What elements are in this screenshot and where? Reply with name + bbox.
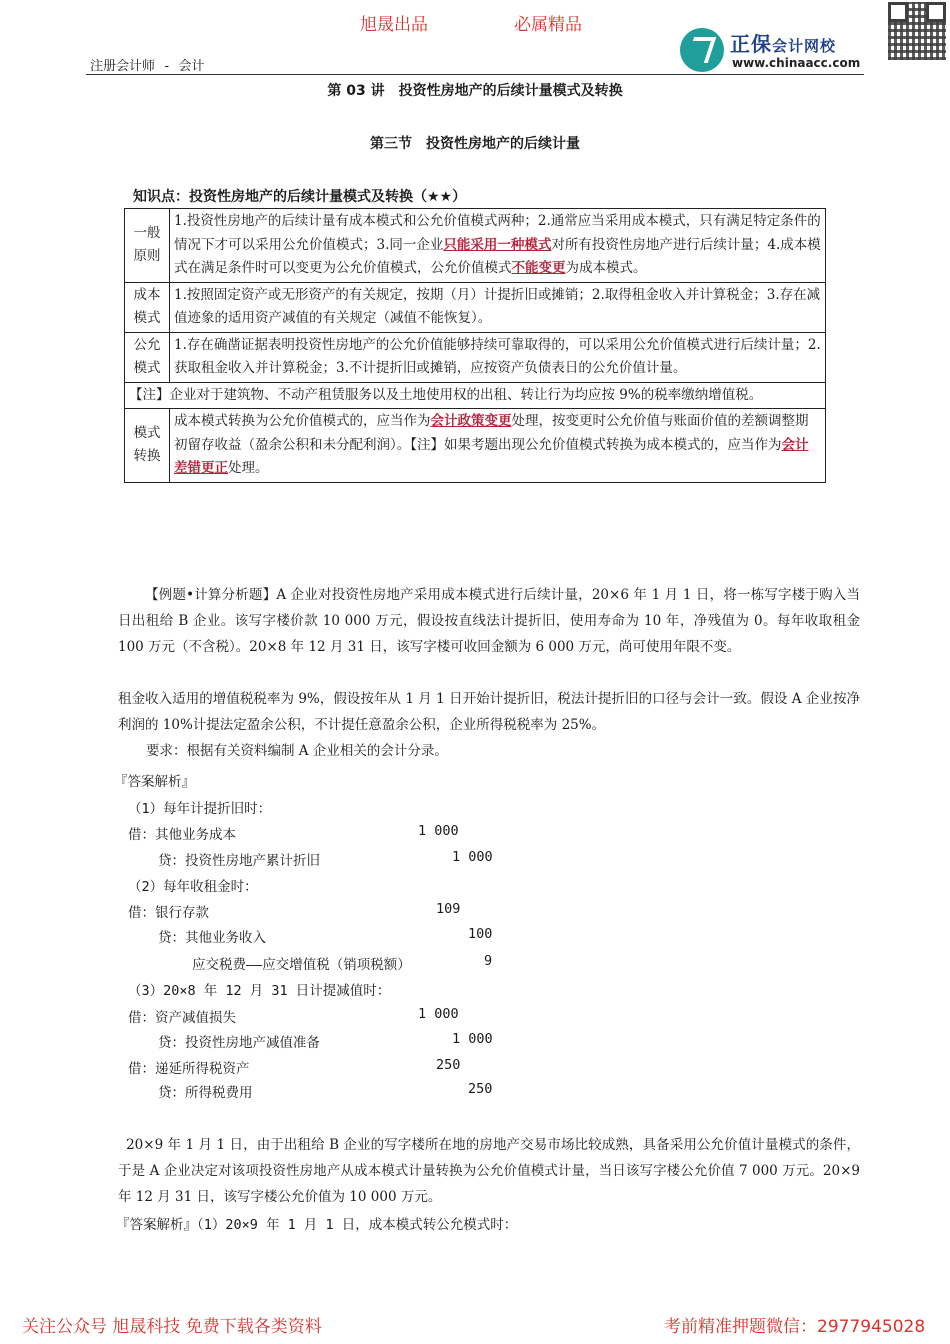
journal-amount: 250 bbox=[436, 1057, 461, 1073]
row-label: 模式转换 bbox=[125, 409, 170, 483]
section-title: 第三节 投资性房地产的后续计量 bbox=[370, 136, 580, 152]
journal-amount: 250 bbox=[468, 1081, 493, 1097]
text: 1.投资性房地产的后续计量有成本模式和公允价值模式两种；2.通常应当采用成本模式，只有满足特定条件的情况下才可以采用公允价值模式；3.同一企业 bbox=[174, 213, 821, 253]
step-title: （1）每年计提折旧时： bbox=[128, 801, 272, 817]
answer-label: 『答案解析』 bbox=[114, 774, 195, 790]
logo-icon bbox=[680, 28, 724, 72]
journal-credit: 贷：其他业务收入 bbox=[158, 930, 266, 946]
journal-amount: 100 bbox=[468, 926, 493, 942]
journal-debit: 借：银行存款 bbox=[128, 905, 209, 921]
highlight-text: 只能采用一种模式 bbox=[443, 236, 552, 253]
logo-name: 正保 bbox=[730, 32, 772, 56]
example-paragraph: 20×9 年 1 月 1 日，由于出租给 B 企业的写字楼所在地的房地产交易市场比较成熟，具备采用公允价值计量模式的条件，于是 A 企业决定对该项投资性房地产从成本模式计量转换为公允价值模式计量，当日该写字楼公允价值 7 000 万元。20×9 年 12 月 31 日，该写字楼公允价值为 10 000 万元。 bbox=[118, 1137, 860, 1205]
logo-sub: 会计网校 bbox=[772, 37, 837, 55]
knowledge-point-heading: 知识点：投资性房地产的后续计量模式及转换（★★） bbox=[133, 189, 467, 205]
journal-credit: 贷：投资性房地产累计折旧 bbox=[158, 853, 320, 869]
logo bbox=[680, 26, 870, 72]
journal-credit: 贷：投资性房地产减值准备 bbox=[158, 1035, 320, 1051]
text: 为成本模式。 bbox=[565, 260, 647, 276]
row-content: 1.存在确凿证据表明投资性房地产的公允价值能够持续可靠取得的，可以采用公允价值模式进行后续计量；2.获取租金收入并计算税金；3.不计提折旧或摊销，应按资产负债表日的公允价值计量。 bbox=[170, 332, 826, 382]
table-row bbox=[125, 282, 826, 332]
row-content bbox=[170, 409, 826, 483]
text: 处理，按变更时公允价值与账面价值的差额调整期初留存收益（盈余公积和未分配利润）。【注】如果考题出现公允价值模式转换为成本模式的，应当作为 bbox=[174, 413, 809, 453]
example-paragraph bbox=[118, 686, 860, 738]
journal-amount: 1 000 bbox=[418, 1006, 459, 1022]
journal-debit: 借：其他业务成本 bbox=[128, 827, 236, 843]
journal-debit: 借：资产减值损失 bbox=[128, 1010, 236, 1026]
page-title: 第 03 讲 投资性房地产的后续计量模式及转换 bbox=[327, 83, 623, 99]
step-title: （3）20×8 年 12 月 31 日计提减值时： bbox=[128, 983, 391, 999]
table-row bbox=[125, 332, 826, 382]
table-row bbox=[125, 209, 826, 283]
journal-debit: 借：递延所得税资产 bbox=[128, 1061, 250, 1077]
highlight-text: 会计差错更正 bbox=[174, 436, 809, 476]
highlight-text: 会计政策变更 bbox=[430, 413, 512, 429]
highlight-text: 不能变更 bbox=[511, 260, 566, 276]
journal-amount: 109 bbox=[436, 901, 461, 917]
promo-right: 必属精品 bbox=[514, 15, 582, 35]
row-content bbox=[170, 209, 826, 283]
journal-credit: 贷：所得税费用 bbox=[158, 1085, 253, 1101]
row-label: 一般原则 bbox=[125, 209, 170, 283]
journal-amount: 1 000 bbox=[452, 1031, 493, 1047]
note-row: 【注】企业对于建筑物、不动产租赁服务以及土地使用权的出租、转让行为均应按 9%的税率缴纳增值税。 bbox=[125, 382, 826, 409]
qr-code-icon bbox=[888, 2, 946, 60]
text: 处理。 bbox=[228, 460, 269, 476]
footer-left: 关注公众号 旭晟科技 免费下载各类资料 bbox=[22, 1317, 322, 1337]
step-title: （2）每年收租金时： bbox=[128, 879, 258, 895]
example-requirement: 要求：根据有关资料编制 A 企业相关的会计分录。 bbox=[146, 743, 448, 759]
table-row bbox=[125, 382, 826, 409]
journal-amount: 1 000 bbox=[452, 849, 493, 865]
row-label: 公允模式 bbox=[125, 332, 170, 382]
journal-credit: 应交税费——应交增值税（销项税额） bbox=[192, 957, 411, 973]
table-row bbox=[125, 409, 826, 483]
answer-paragraph: 『答案解析』（1）20×9 年 1 月 1 日，成本模式转公允模式时： bbox=[116, 1217, 518, 1233]
promo-left: 旭晟出品 bbox=[360, 15, 428, 35]
footer-right: 考前精准押题微信：2977945028 bbox=[664, 1317, 926, 1337]
header-divider bbox=[86, 74, 864, 75]
text: 租金收入适用的增值税税率为 9%，假设按年从 1 月 1 日开始计提折旧，税法计提折旧的口径与会计一致。假设 A 企业按净利润的 10%计提法定盈余公积，不计提任意盈余公积，企业所得税税率为 25%。 bbox=[118, 691, 860, 733]
journal-amount: 1 000 bbox=[418, 823, 459, 839]
example-paragraph: 【例题•计算分析题】A 企业对投资性房地产采用成本模式进行后续计量，20×6 年 1 月 1 日，将一栋写字楼于购入当日出租给 B 企业。该写字楼价款 10 000 万元，假设按直线法计提折旧，使用寿命为 10 年，净残值为 0。每年收取租金 100 万元（不含税）。20×8 年 12 月 31 日，该写字楼可收回金额为 6 000 万元，尚可使用年限不变。 bbox=[118, 587, 860, 655]
text: 成本模式转换为公允价值模式的，应当作为 bbox=[174, 413, 431, 429]
row-content: 1.按照固定资产或无形资产的有关规定，按期（月）计提折旧或摊销；2.取得租金收入并计算税金；3.存在减值迹象的适用资产减值的有关规定（减值不能恢复）。 bbox=[170, 282, 826, 332]
journal-amount: 9 bbox=[484, 953, 493, 969]
subject-label: 注册会计师 - 会计 bbox=[90, 59, 205, 74]
knowledge-table bbox=[124, 208, 826, 483]
row-label: 成本模式 bbox=[125, 282, 170, 332]
text: 对所有投资性房地产进行后续计量；4.成本模式在满足条件时可以变更为公允价值模式，公允价值模式 bbox=[174, 236, 821, 276]
logo-url: www.chinaacc.com bbox=[732, 56, 861, 70]
